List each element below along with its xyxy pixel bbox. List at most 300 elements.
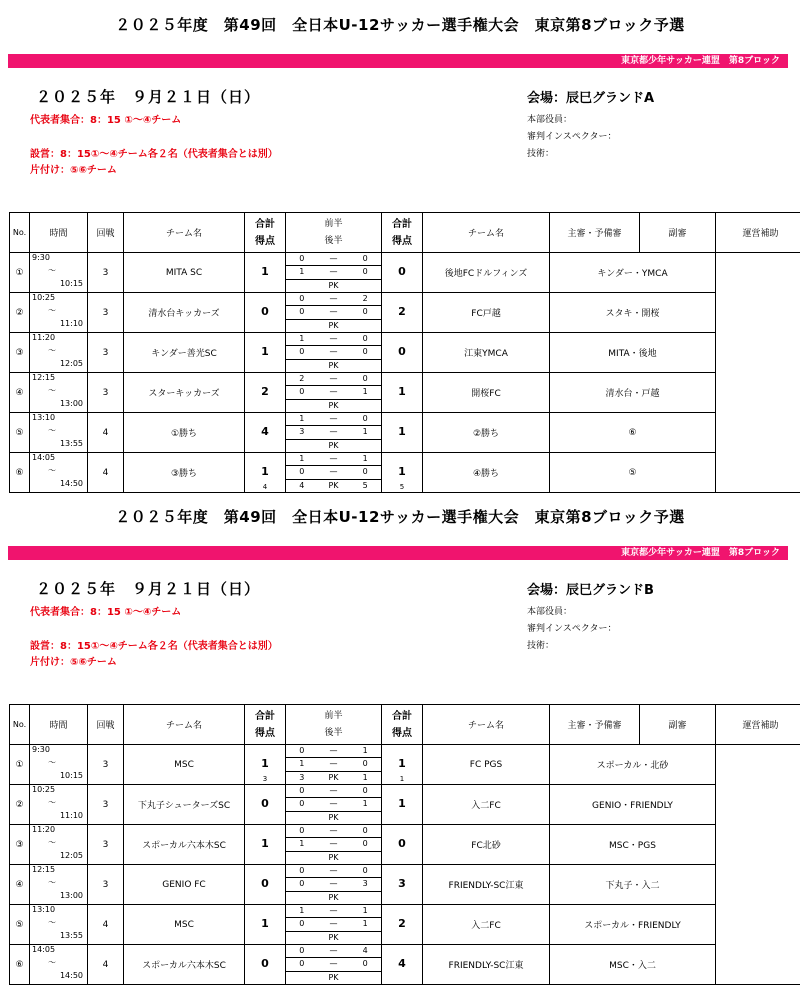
match-row [10, 745, 800, 785]
away-score: 1 [382, 465, 422, 478]
match-round: 3 [88, 253, 124, 293]
pk-score-part: PK [318, 854, 350, 862]
staff-hq: 本部役員： [527, 604, 572, 617]
home-score: 0 [245, 305, 285, 318]
second-half-score-part: — [318, 840, 350, 848]
pk-score-part: 4 [286, 482, 318, 490]
header-time: 時間 [30, 705, 88, 745]
banner-bar [8, 54, 788, 68]
half-scores-cell [286, 333, 382, 373]
match-time [30, 785, 87, 824]
away-total-cell [382, 745, 423, 785]
home-score: 1 [245, 265, 285, 278]
header-no: No. [10, 705, 30, 745]
home-total [245, 905, 285, 944]
match-number: ⑤ [10, 905, 30, 945]
first-half-score-part: — [318, 255, 350, 263]
pk-score [286, 812, 381, 824]
pk-score [286, 972, 381, 984]
half-scores [286, 333, 381, 372]
home-score: 1 [245, 837, 285, 850]
second-half-score-part: 1 [349, 428, 381, 436]
time-tilde: ～ [48, 465, 56, 476]
header-row [10, 213, 800, 253]
note-cleanup: 片付け：⑤⑥チーム [30, 161, 117, 176]
home-score: 1 [245, 465, 285, 478]
away-total-cell [382, 333, 423, 373]
away-total-cell [382, 825, 423, 865]
match-number: ① [10, 253, 30, 293]
match-number: ④ [10, 373, 30, 413]
header-time: 時間 [30, 213, 88, 253]
home-total-cell [245, 945, 286, 985]
away-score: 2 [382, 305, 422, 318]
header-referee: 主審・予備審 [550, 705, 640, 745]
away-total-cell [382, 373, 423, 413]
match-row [10, 945, 800, 985]
match-round: 4 [88, 905, 124, 945]
home-score: 4 [245, 425, 285, 438]
second-half-score-part: 1 [286, 268, 318, 276]
home-team: キンダー善光SC [124, 333, 245, 373]
match-round: 4 [88, 453, 124, 493]
half-scores-cell [286, 253, 382, 293]
match-time [30, 253, 87, 292]
first-half-score-part: 0 [286, 255, 318, 263]
time-tilde: ～ [48, 837, 56, 848]
start-time: 10:25 [32, 293, 55, 302]
half-scores [286, 745, 381, 784]
note-gathering: 代表者集合：8：15 ①～④チーム [30, 111, 181, 126]
start-time: 12:15 [32, 373, 55, 382]
first-half-score [286, 785, 381, 798]
pk-score [286, 772, 381, 784]
time-tilde: ～ [48, 877, 56, 888]
pk-score-part: PK [318, 934, 350, 942]
half-scores-cell [286, 825, 382, 865]
header-total-home [245, 705, 286, 745]
first-half-score-part: 1 [286, 907, 318, 915]
first-half-score-part: 0 [349, 335, 381, 343]
match-round: 3 [88, 785, 124, 825]
second-half-score [286, 386, 381, 399]
referees: ⑤ [550, 453, 716, 493]
second-half-score [286, 798, 381, 811]
start-time: 9:30 [32, 745, 50, 754]
first-half-score-part: 0 [349, 787, 381, 795]
match-time-cell [30, 413, 88, 453]
match-round: 3 [88, 745, 124, 785]
header-team-home: チーム名 [124, 705, 245, 745]
match-time-cell [30, 945, 88, 985]
first-half-score [286, 825, 381, 838]
banner-bar [8, 546, 788, 560]
away-total-cell [382, 453, 423, 493]
first-half-score-part: — [318, 455, 350, 463]
second-half-score [286, 346, 381, 359]
home-team: ①勝ち [124, 413, 245, 453]
pk-score [286, 440, 381, 452]
first-half-score-part: 1 [286, 335, 318, 343]
away-total [382, 373, 422, 412]
match-time [30, 865, 87, 904]
second-half-score-part: 0 [286, 880, 318, 888]
away-score: 1 [382, 425, 422, 438]
end-time: 13:00 [60, 891, 83, 900]
pk-score-part: PK [318, 774, 350, 782]
schedule-table [9, 704, 800, 985]
second-half-score-part: — [318, 760, 350, 768]
start-time: 14:05 [32, 453, 55, 462]
home-score: 1 [245, 345, 285, 358]
half-scores-cell [286, 373, 382, 413]
start-time: 14:05 [32, 945, 55, 954]
home-pk-score: 4 [245, 483, 285, 491]
header-row [10, 705, 800, 745]
first-half-score-part: — [318, 907, 350, 915]
home-team: MSC [124, 745, 245, 785]
pk-score-part: PK [318, 362, 350, 370]
away-total [382, 825, 422, 864]
home-total [245, 333, 285, 372]
support-cell [716, 745, 800, 985]
first-half-score-part: 1 [349, 747, 381, 755]
note-cleanup: 片付け：⑤⑥チーム [30, 653, 117, 668]
home-team: ③勝ち [124, 453, 245, 493]
first-half-score [286, 945, 381, 958]
match-time [30, 905, 87, 944]
match-time [30, 745, 87, 784]
match-time-cell [30, 293, 88, 333]
second-half-score-part: 0 [349, 268, 381, 276]
header-no: No. [10, 213, 30, 253]
home-score: 0 [245, 957, 285, 970]
start-time: 13:10 [32, 413, 55, 422]
half-scores [286, 865, 381, 904]
start-time: 12:15 [32, 865, 55, 874]
header-total-away [382, 213, 423, 253]
end-time: 10:15 [60, 279, 83, 288]
schedule-section-b [0, 492, 800, 984]
end-time: 13:00 [60, 399, 83, 408]
half-scores-cell [286, 413, 382, 453]
home-score: 0 [245, 877, 285, 890]
match-round: 3 [88, 333, 124, 373]
match-time-cell [30, 865, 88, 905]
match-time-cell [30, 333, 88, 373]
home-pk-score: 3 [245, 775, 285, 783]
start-time: 10:25 [32, 785, 55, 794]
away-team: FRIENDLY-SC江東 [423, 865, 550, 905]
second-half-score-part: 1 [349, 388, 381, 396]
away-score: 1 [382, 797, 422, 810]
first-half-score [286, 253, 381, 266]
away-total-cell [382, 253, 423, 293]
second-half-score [286, 306, 381, 319]
referees: スタキ・開桜 [550, 293, 716, 333]
half-scores [286, 253, 381, 292]
half-scores [286, 373, 381, 412]
match-time [30, 453, 87, 492]
header-total-line1: 合計 [245, 708, 285, 725]
home-total [245, 253, 285, 292]
away-team: 後地FCドルフィンズ [423, 253, 550, 293]
away-team: 江東YMCA [423, 333, 550, 373]
half-scores-cell [286, 453, 382, 493]
half-scores-cell [286, 745, 382, 785]
match-number: ① [10, 745, 30, 785]
second-half-score-part: 3 [349, 880, 381, 888]
match-number: ② [10, 785, 30, 825]
referees: MITA・後地 [550, 333, 716, 373]
home-total-cell [245, 785, 286, 825]
header-referee: 主審・予備審 [550, 213, 640, 253]
match-time [30, 373, 87, 412]
second-half-score-part: — [318, 468, 350, 476]
first-half-score-part: — [318, 415, 350, 423]
time-tilde: ～ [48, 345, 56, 356]
first-half-score [286, 905, 381, 918]
first-half-score [286, 333, 381, 346]
home-team: スポーカル六本木SC [124, 825, 245, 865]
pk-score-part: PK [318, 894, 350, 902]
time-tilde: ～ [48, 917, 56, 928]
schedule-section-a [0, 0, 800, 492]
home-total [245, 745, 285, 784]
pk-score [286, 360, 381, 372]
first-half-score-part: 0 [349, 827, 381, 835]
away-total [382, 865, 422, 904]
first-half-score-part: 2 [349, 295, 381, 303]
away-score: 3 [382, 877, 422, 890]
banner-text: 東京都少年サッカー連盟 第8ブロック [621, 54, 780, 68]
home-team: 下丸子シューターズSC [124, 785, 245, 825]
second-half-score [286, 266, 381, 279]
referees: 下丸子・入二 [550, 865, 716, 905]
second-half-score [286, 426, 381, 439]
second-half-score [286, 918, 381, 931]
home-score: 0 [245, 797, 285, 810]
match-number: ⑥ [10, 945, 30, 985]
half-scores [286, 785, 381, 824]
home-score: 2 [245, 385, 285, 398]
home-total-cell [245, 825, 286, 865]
match-row [10, 905, 800, 945]
second-half-score-part: — [318, 268, 350, 276]
support-cell [716, 253, 800, 493]
home-total-cell [245, 413, 286, 453]
home-total [245, 785, 285, 824]
time-tilde: ～ [48, 425, 56, 436]
referees: MSC・PGS [550, 825, 716, 865]
home-total [245, 453, 285, 492]
pk-score [286, 892, 381, 904]
home-score: 1 [245, 757, 285, 770]
away-pk-score: 1 [382, 775, 422, 783]
home-total-cell [245, 453, 286, 493]
half-scores [286, 945, 381, 984]
away-total-cell [382, 945, 423, 985]
first-half-score [286, 745, 381, 758]
match-time [30, 333, 87, 372]
second-half-score-part: — [318, 880, 350, 888]
second-half-score-part: 1 [349, 800, 381, 808]
end-time: 14:50 [60, 479, 83, 488]
end-time: 12:05 [60, 851, 83, 860]
half-scores-cell [286, 945, 382, 985]
match-date: ２０２５年 ９月２１日（日） [36, 578, 260, 599]
away-team: FC PGS [423, 745, 550, 785]
home-total-cell [245, 333, 286, 373]
match-date: ２０２５年 ９月２１日（日） [36, 86, 260, 107]
referees: スポーカル・北砂 [550, 745, 716, 785]
schedule-table [9, 212, 800, 493]
pk-score-part: PK [318, 322, 350, 330]
note-gathering: 代表者集合：8：15 ①～④チーム [30, 603, 181, 618]
start-time: 13:10 [32, 905, 55, 914]
away-team: 入二FC [423, 905, 550, 945]
home-total-cell [245, 373, 286, 413]
first-half-score-part: 1 [349, 907, 381, 915]
second-half-score-part: 3 [286, 428, 318, 436]
staff-technical: 技術： [527, 638, 554, 651]
second-half-score-part: 0 [349, 840, 381, 848]
second-half-score-part: 0 [349, 960, 381, 968]
away-team: FC北砂 [423, 825, 550, 865]
match-time-cell [30, 825, 88, 865]
match-time-cell [30, 453, 88, 493]
page-title: ２０２５年度 第49回 全日本U-12サッカー選手権大会 東京第8ブロック予選 [0, 506, 800, 527]
second-half-score [286, 838, 381, 851]
first-half-score-part: — [318, 787, 350, 795]
first-half-score [286, 453, 381, 466]
match-round: 3 [88, 373, 124, 413]
header-assistant: 副審 [640, 705, 716, 745]
end-time: 14:50 [60, 971, 83, 980]
half-scores-cell [286, 785, 382, 825]
pk-score [286, 480, 381, 492]
referees: 清水台・戸越 [550, 373, 716, 413]
match-number: ② [10, 293, 30, 333]
away-team: FC戸越 [423, 293, 550, 333]
time-tilde: ～ [48, 265, 56, 276]
match-row [10, 373, 800, 413]
second-half-score-part: 1 [286, 840, 318, 848]
end-time: 11:10 [60, 811, 83, 820]
header-first-half: 前半 [286, 216, 381, 233]
start-time: 11:20 [32, 825, 55, 834]
pk-score-part: PK [318, 442, 350, 450]
home-total-cell [245, 253, 286, 293]
home-total [245, 293, 285, 332]
first-half-score-part: 0 [286, 295, 318, 303]
second-half-score-part: — [318, 388, 350, 396]
header-second-half: 後半 [286, 233, 381, 250]
second-half-score-part: 1 [286, 760, 318, 768]
away-score: 1 [382, 757, 422, 770]
banner-text: 東京都少年サッカー連盟 第8ブロック [621, 546, 780, 560]
second-half-score-part: — [318, 308, 350, 316]
pk-score-part: PK [318, 482, 350, 490]
first-half-score-part: — [318, 747, 350, 755]
first-half-score [286, 865, 381, 878]
away-score: 1 [382, 385, 422, 398]
start-time: 9:30 [32, 253, 50, 262]
venue-label: 会場：辰巳グランドA [527, 87, 654, 106]
end-time: 13:55 [60, 931, 83, 940]
first-half-score-part: 0 [349, 867, 381, 875]
match-row [10, 453, 800, 493]
first-half-score-part: 1 [286, 415, 318, 423]
away-pk-score: 5 [382, 483, 422, 491]
time-tilde: ～ [48, 305, 56, 316]
away-total [382, 745, 422, 784]
match-time-cell [30, 745, 88, 785]
staff-technical: 技術： [527, 146, 554, 159]
away-team: 入二FC [423, 785, 550, 825]
home-score: 1 [245, 917, 285, 930]
header-team-home: チーム名 [124, 213, 245, 253]
home-total-cell [245, 865, 286, 905]
first-half-score-part: 0 [286, 947, 318, 955]
pk-score-part: PK [318, 282, 350, 290]
second-half-score-part: 0 [286, 468, 318, 476]
home-team: 清水台キッカーズ [124, 293, 245, 333]
away-total [382, 785, 422, 824]
home-team: スターキッカーズ [124, 373, 245, 413]
match-number: ④ [10, 865, 30, 905]
away-team: ④勝ち [423, 453, 550, 493]
second-half-score [286, 878, 381, 891]
header-round: 回戦 [88, 705, 124, 745]
pk-score [286, 932, 381, 944]
header-total-line2: 得点 [245, 233, 285, 250]
header-total-line1: 合計 [382, 216, 422, 233]
time-tilde: ～ [48, 385, 56, 396]
first-half-score-part: — [318, 295, 350, 303]
second-half-score-part: — [318, 348, 350, 356]
header-first-half: 前半 [286, 708, 381, 725]
referees: GENIO・FRIENDLY [550, 785, 716, 825]
home-total-cell [245, 905, 286, 945]
second-half-score-part: 0 [286, 388, 318, 396]
away-score: 0 [382, 265, 422, 278]
first-half-score [286, 373, 381, 386]
header-second-half: 後半 [286, 725, 381, 742]
match-round: 4 [88, 945, 124, 985]
note-setup: 設営：8：15①～④チーム各２名（代表者集合とは別） [30, 145, 278, 160]
home-total [245, 373, 285, 412]
second-half-score-part: 0 [349, 348, 381, 356]
match-time [30, 293, 87, 332]
page-title: ２０２５年度 第49回 全日本U-12サッカー選手権大会 東京第8ブロック予選 [0, 14, 800, 35]
header-support: 運営補助 [716, 213, 800, 253]
second-half-score-part: — [318, 428, 350, 436]
match-number: ③ [10, 333, 30, 373]
half-scores [286, 825, 381, 864]
second-half-score [286, 958, 381, 971]
away-team: 開桜FC [423, 373, 550, 413]
header-round: 回戦 [88, 213, 124, 253]
header-halves [286, 213, 382, 253]
header-total-line1: 合計 [245, 216, 285, 233]
second-half-score-part: 1 [349, 920, 381, 928]
match-time [30, 413, 87, 452]
first-half-score-part: 0 [286, 867, 318, 875]
first-half-score-part: 2 [286, 375, 318, 383]
header-total-line2: 得点 [382, 725, 422, 742]
header-total-home [245, 213, 286, 253]
